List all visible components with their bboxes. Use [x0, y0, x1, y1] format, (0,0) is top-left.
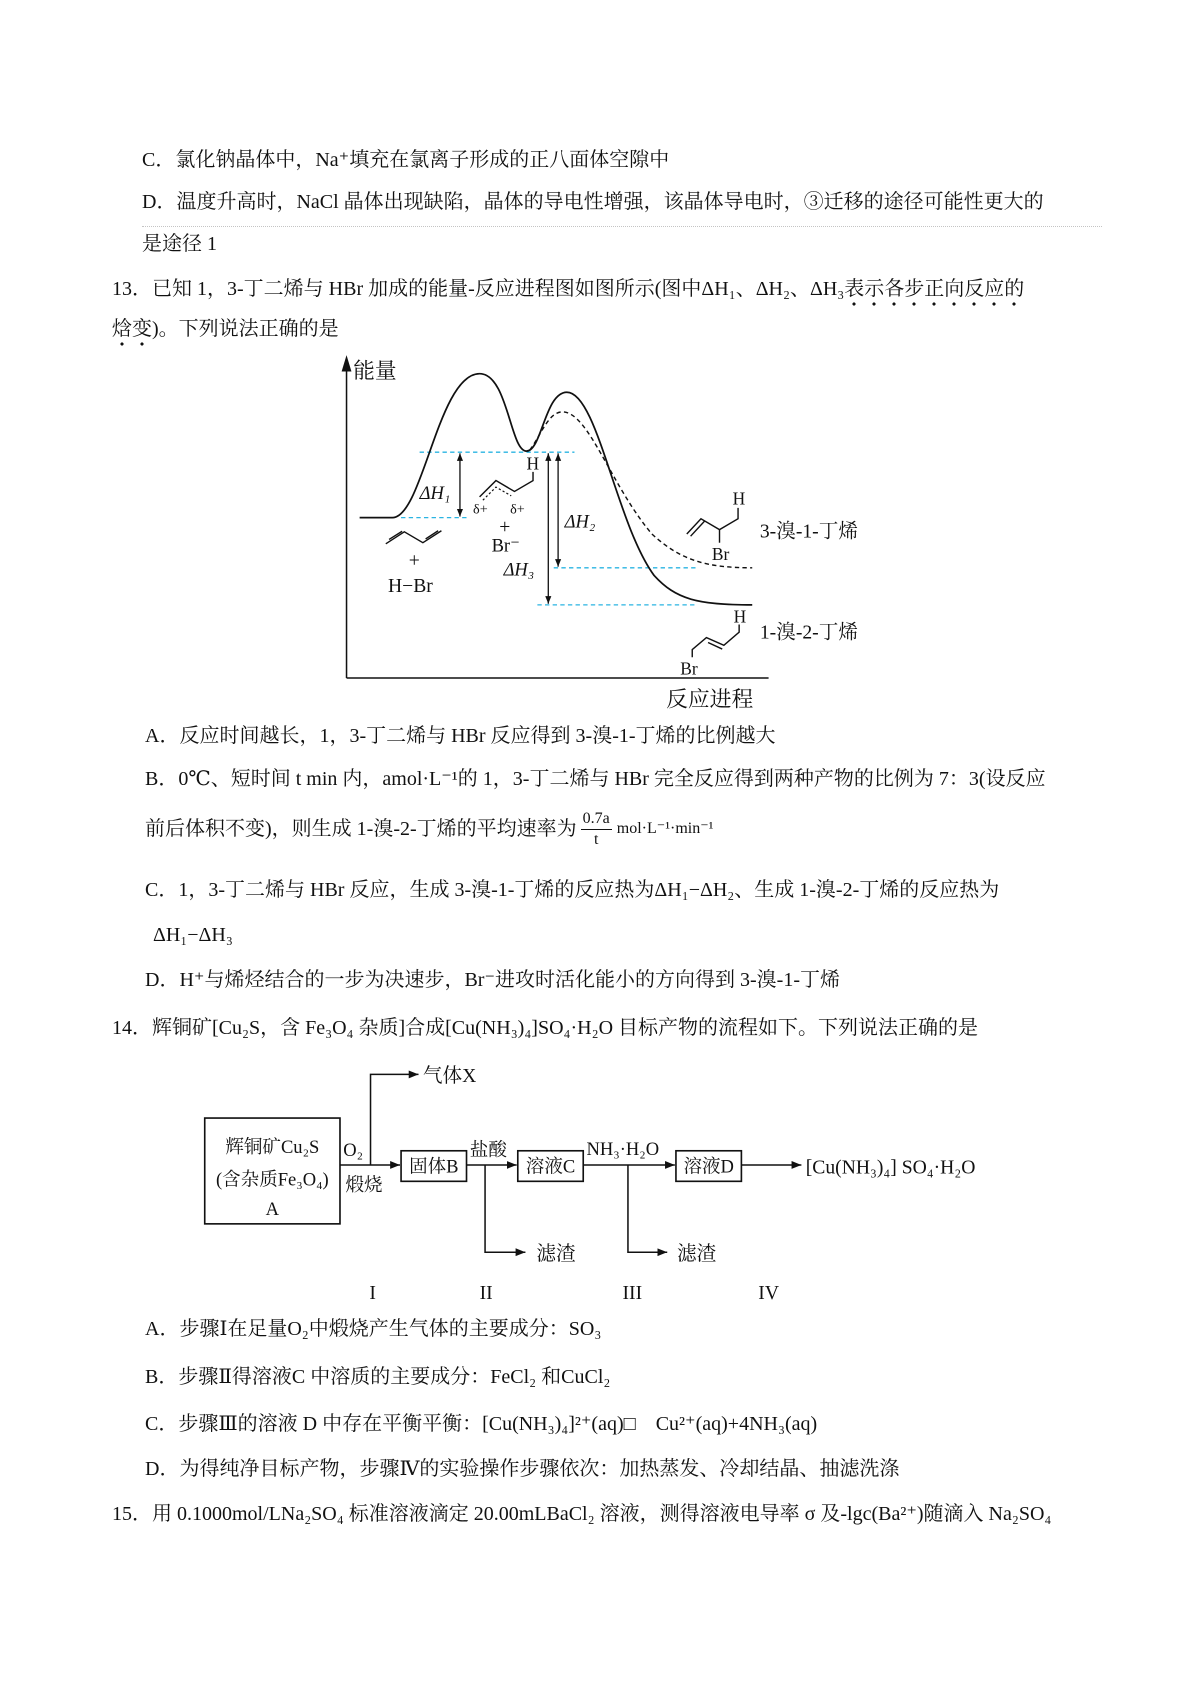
- reagent-ammonia: NH₃·H₂O: [586, 1139, 660, 1161]
- q13-option-b-line1: B．0℃、短时间 t min 内，amol·L⁻¹的 1，3-丁二烯与 HBr 完全反应得到两种产物的比例为 7：3(设反应: [145, 768, 1046, 790]
- arrow-residue-2: [628, 1165, 667, 1252]
- product-3-bromo-name: 3-溴-1-丁烯: [759, 521, 858, 543]
- q14-option-d: D．为得纯净目标产物，步骤Ⅳ的实验操作步骤依次：加热蒸发、冷却结晶、抽滤洗涤: [145, 1458, 900, 1480]
- intermediate-h: H: [526, 453, 540, 474]
- box-a-line1: 辉铜矿Cu₂S: [225, 1136, 320, 1158]
- reactant-plus: +: [408, 550, 420, 572]
- q13-stem-question: )。下列说法正确的是: [152, 318, 339, 340]
- rate-unit: mol·L⁻¹·min⁻¹: [616, 820, 714, 837]
- q14-option-b: B．步骤Ⅱ得溶液C 中溶质的主要成分：FeCl₂ 和CuCl₂: [145, 1366, 611, 1388]
- product-1-bromo-name: 1-溴-2-丁烯: [759, 622, 858, 644]
- x-axis-label: 反应进程: [666, 687, 754, 712]
- q13-option-b-line2-text: 前后体积不变)，则生成 1-溴-2-丁烯的平均速率为: [145, 818, 577, 840]
- product-1-bromo-br: Br: [680, 658, 698, 679]
- q13-stem-line2: [112, 315, 339, 343]
- product-3-bromo-br: Br: [711, 544, 730, 565]
- q14-option-a: A．步骤Ⅰ在足量O₂中煅烧产生气体的主要成分：SO₃: [145, 1318, 602, 1340]
- product-1-bromo-h: H: [733, 606, 747, 627]
- step-label-3: III: [622, 1283, 643, 1305]
- intermediate-delta-right: δ+: [510, 501, 525, 518]
- q13-option-b-line2: [145, 806, 713, 852]
- q13-stem-emphasis: 表示各步正向反应的: [844, 278, 1024, 307]
- intermediate-bromide: Br⁻: [491, 535, 520, 557]
- reactant-hbr: H−Br: [387, 575, 433, 597]
- target-product-label: [Cu(NH₃)₄] SO₄·H₂O: [805, 1157, 976, 1179]
- reagent-hcl: 盐酸: [469, 1140, 507, 1162]
- y-axis-arrowhead: [342, 355, 352, 371]
- product-3-bromo-h: H: [732, 488, 746, 509]
- q15-stem-line1: 15．用 0.1000mol/LNa₂SO₄ 标准溶液滴定 20.00mLBaCl₂ 溶液，测得溶液电导率 σ 及-lgc(Ba²⁺)随滴入 Na₂SO₄: [112, 1503, 1052, 1525]
- box-b-label: 固体B: [409, 1156, 459, 1178]
- q12-option-d-line2: 是途径 1: [142, 233, 217, 255]
- box-c-label: 溶液C: [525, 1156, 576, 1178]
- box-a-line3: A: [265, 1199, 280, 1221]
- step-label-4: IV: [758, 1283, 780, 1305]
- q13-stem-text: 13．已知 1，3-丁二烯与 HBr 加成的能量-反应进程图如图所示(图中ΔH₁、ΔH₂、ΔH₃: [112, 278, 845, 300]
- q13-stem-line1: [112, 275, 1024, 303]
- q13-option-d: D．H⁺与烯烃结合的一步为决速步，Br⁻进攻时活化能小的方向得到 3-溴-1-丁烯: [145, 969, 840, 991]
- dh2-label: ΔH₂: [564, 511, 596, 533]
- q14-stem: 14．辉铜矿[Cu₂S，含 Fe₃O₄ 杂质]合成[Cu(NH₃)₄]SO₄·H₂O 目标产物的流程如下。下列说法正确的是: [112, 1017, 979, 1039]
- q13-option-c-line1: C．1，3-丁二烯与 HBr 反应，生成 3-溴-1-丁烯的反应热为ΔH₁−ΔH₂、生成 1-溴-2-丁烯的反应热为: [145, 879, 1000, 901]
- reagent-roasting: 煅烧: [345, 1175, 383, 1197]
- reagent-oxygen: O₂: [343, 1140, 364, 1162]
- box-a-line2: (含杂质Fe₃O₄): [215, 1169, 329, 1191]
- process-flow-diagram: [196, 1058, 1025, 1309]
- gas-x-label: 气体X: [422, 1066, 477, 1088]
- rate-fraction: [581, 809, 612, 850]
- dotted-separator: [142, 226, 1102, 227]
- arrow-residue-1: [485, 1165, 525, 1252]
- product-3-bromo-structure: [687, 508, 738, 534]
- q13-option-c-line2: ΔH₁−ΔH₃: [153, 924, 233, 946]
- residue-1-label: 滤渣: [536, 1243, 576, 1265]
- allyl-cation-structure: [480, 472, 533, 497]
- residue-2-label: 滤渣: [677, 1243, 717, 1265]
- q12-option-c: C．氯化钠晶体中，Na⁺填充在氯离子形成的正八面体空隙中: [142, 149, 670, 171]
- intermediate-plus: +: [499, 516, 511, 538]
- q12-option-d-line1: D．温度升高时，NaCl 晶体出现缺陷，晶体的导电性增强，该晶体导电时，③迁移的途径可能性更大的: [142, 191, 1044, 213]
- rate-fraction-denominator: t: [593, 830, 599, 848]
- step-label-1: I: [369, 1283, 376, 1305]
- box-d-label: 溶液D: [683, 1156, 734, 1178]
- q13-option-a: A．反应时间越长，1，3-丁二烯与 HBr 反应得到 3-溴-1-丁烯的比例越大: [145, 725, 776, 747]
- butadiene-structure: [386, 531, 442, 544]
- q14-option-c: C．步骤Ⅲ的溶液 D 中存在平衡平衡：[Cu(NH₃)₄]²⁺(aq)□ Cu²⁺(aq)+4NH₃(aq): [145, 1413, 818, 1435]
- intermediate-delta-left: δ+: [473, 501, 488, 518]
- dh3-label: ΔH₃: [503, 559, 535, 581]
- product-1-bromo-structure: [692, 625, 739, 658]
- step-label-2: II: [479, 1283, 493, 1305]
- y-axis-label: 能量: [353, 359, 397, 384]
- dh1-label: ΔH₁: [419, 483, 451, 505]
- rate-fraction-numerator: 0.7a: [581, 809, 612, 830]
- energy-reaction-diagram: [316, 354, 894, 714]
- q13-stem-emphasis-enthalpy: 焓变: [112, 318, 152, 347]
